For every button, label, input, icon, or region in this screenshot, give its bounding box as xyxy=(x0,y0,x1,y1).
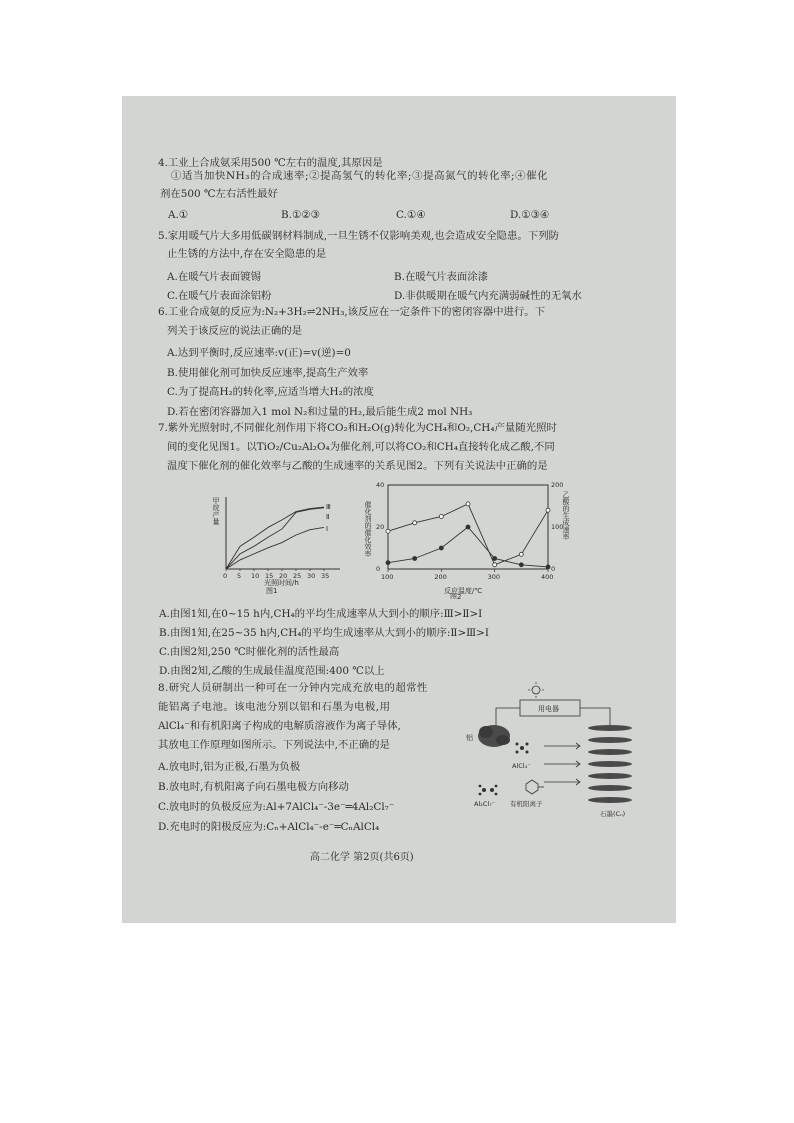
q6-line: 列关于该反应的说法正确的是 xyxy=(167,325,303,337)
fig1-xtick-label: 10 xyxy=(251,572,260,580)
fig2-ylabel-left: 催化剂的催化效率 xyxy=(364,501,372,557)
q4-option-a: A.① xyxy=(168,209,189,221)
q6-stem: 6.工业合成氨的反应为:N₂+3H₂⇌2NH₃,该反应在一定条件下的密闭容器中进行。下 xyxy=(158,306,546,318)
fig2-point xyxy=(466,502,470,506)
fig2-point xyxy=(439,515,443,519)
q8-line: 能铝离子电池。该电池分别以铝和石墨为电极,用 xyxy=(158,701,391,713)
fig2-point xyxy=(546,508,550,512)
q8-line: AlCl₄⁻和有机阳离子构成的电解质溶液作为离子导体, xyxy=(158,720,401,732)
graphite-label: 石墨(Cₙ) xyxy=(600,810,626,818)
q7-stem: 7.紫外光照射时,不同催化剂作用下将CO₂和H₂O(g)转化为CH₄和O₂,CH₄产量随光照时 xyxy=(158,422,557,434)
al2cl7-label: Al₂Cl₇⁻ xyxy=(474,800,496,808)
fig1-ylabel: 甲烷产量 xyxy=(212,497,220,525)
fig2-caption: 图2 xyxy=(450,593,462,599)
fig1-xtick-label: 0 xyxy=(223,572,228,580)
q6-option-a: A.达到平衡时,反应速率:v(正)=v(逆)=0 xyxy=(167,347,351,359)
device-label: 用电器 xyxy=(538,705,559,713)
q7-option-d: D.由图2知,乙酸的生成最佳温度范围:400 ℃以上 xyxy=(159,665,385,677)
fig2-ylabel-right: 乙酸的生成速率 xyxy=(562,491,570,540)
fig2-xtick-label: 200 xyxy=(434,573,447,581)
scanned-page xyxy=(122,96,676,923)
fig1-xlabel: 光照时间/h xyxy=(264,579,299,587)
fig1-xtick-label: 15 xyxy=(265,572,274,580)
q5-line: 止生锈的方法中,存在安全隐患的是 xyxy=(167,248,327,260)
organic-cation-icon xyxy=(526,780,544,794)
fig2-xtick-label: 400 xyxy=(541,573,554,581)
q5-option-b: B.在暖气片表面涂漆 xyxy=(394,271,489,283)
q7-option-a: A.由图1知,在0~15 h内,CH₄的平均生成速率从大到小的顺序:Ⅲ>Ⅱ>Ⅰ xyxy=(159,608,483,620)
fig2-series-line-2 xyxy=(388,527,548,567)
q7-line: 温度下催化剂的催化效率与乙酸的生成速率的关系见图2。下列有关说法中正确的是 xyxy=(167,460,548,472)
q8-line: 其放电工作原理如图所示。下列说法中,不正确的是 xyxy=(158,739,390,751)
cation-label: 有机阳离子 xyxy=(510,800,543,808)
fig2-point xyxy=(439,546,443,550)
fig1-xtick-label: 5 xyxy=(237,572,242,580)
fig2-series-line-1 xyxy=(388,504,548,565)
fig2-xtick-label: 100 xyxy=(381,573,394,581)
q5-option-d: D.非供暖期在暖气内充满弱碱性的无氧水 xyxy=(394,290,582,302)
fig2-ytick-left: 0 xyxy=(376,565,381,573)
sun-icon xyxy=(528,682,544,698)
q8-option-a: A.放电时,铝为正极,石墨为负极 xyxy=(158,761,301,773)
fig2-xlabel: 反应温度/℃ xyxy=(444,587,483,595)
page-footer: 高二化学 第2页(共6页) xyxy=(310,852,414,863)
fig2-point xyxy=(413,557,417,561)
alcl4-ion-icon xyxy=(516,743,529,754)
fig1-caption: 图1 xyxy=(266,587,278,595)
fig2-point xyxy=(493,563,497,567)
q5-option-c: C.在暖气片表面涂铝粉 xyxy=(167,290,272,302)
q4-line: 剂在500 ℃左右活性最好 xyxy=(160,188,278,200)
fig2-point xyxy=(466,525,470,529)
q4-option-b: B.①②③ xyxy=(281,209,320,221)
q4-line: ①适当加快NH₃的合成速率;②提高氢气的转化率;③提高氮气的转化率;④催化 xyxy=(171,170,549,182)
q6-option-d: D.若在密闭容器加入1 mol N₂和过量的H₂,最后能生成2 mol NH₃ xyxy=(167,406,473,418)
fig2-ytick-left: 20 xyxy=(376,523,385,531)
fig1-series-label-3: Ⅲ xyxy=(326,503,331,511)
fig2-xtick-label: 300 xyxy=(487,573,501,581)
fig2-point xyxy=(386,561,390,565)
q8-option-c: C.放电时的负极反应为:Al+7AlCl₄⁻-3e⁻═4Al₂Cl₇⁻ xyxy=(158,801,395,813)
graphite-electrode xyxy=(588,725,632,803)
fig1-xtick-label: 20 xyxy=(279,572,288,580)
fig2-point xyxy=(386,529,390,533)
fig2-point xyxy=(493,557,497,561)
q7-option-c: C.由图2知,250 ℃时催化剂的活性最高 xyxy=(159,646,340,658)
figure-1-chart xyxy=(206,489,346,595)
fig2-point xyxy=(546,565,550,569)
fig1-xtick-label: 30 xyxy=(307,572,316,580)
q5-option-a: A.在暖气片表面镀锡 xyxy=(167,271,261,283)
figure-2-chart xyxy=(354,479,574,599)
q5-stem: 5.家用暖气片大多用低碳钢材料制成,一旦生锈不仅影响美观,也会造成安全隐患。下列防 xyxy=(158,230,559,242)
fig2-ytick-left: 40 xyxy=(376,481,385,489)
q8-option-b: B.放电时,有机阳离子向石墨电极方向移动 xyxy=(158,781,349,793)
q8-stem: 8.研究人员研制出一种可在一分钟内完成充放电的超常性 xyxy=(158,682,428,694)
battery-diagram xyxy=(460,680,640,830)
circuit-wire xyxy=(496,708,520,726)
fig2-point xyxy=(413,521,417,525)
aluminum-electrode xyxy=(478,725,510,747)
fig1-xtick-label: 35 xyxy=(321,572,330,580)
al-label: 铝 xyxy=(466,734,473,742)
q8-option-d: D.充电时的阳极反应为:Cₙ+AlCl₄⁻-e⁻═CₙAlCl₄ xyxy=(158,821,380,833)
q7-line: 间的变化见图1。以TiO₂/Cu₂Al₂O₄为催化剂,可以将CO₂和CH₄直接转化成乙酸,不同 xyxy=(167,441,555,453)
q7-option-b: B.由图1知,在25~35 h内,CH₄的平均生成速率从大到小的顺序:Ⅱ>Ⅲ>Ⅰ xyxy=(159,627,489,639)
fig1-series-line-3 xyxy=(226,527,324,569)
alcl4-label: AlCl₄⁻ xyxy=(512,762,531,770)
q6-option-b: B.使用催化剂可加快反应速率,提高生产效率 xyxy=(167,367,369,379)
q4-option-d: D.①③④ xyxy=(510,209,550,221)
fig2-point xyxy=(519,563,523,567)
fig2-ytick-right: 0 xyxy=(551,565,556,573)
fig1-xtick-label: 25 xyxy=(293,572,302,580)
circuit-wire xyxy=(580,708,610,726)
q6-option-c: C.为了提高H₂的转化率,应适当增大H₂的浓度 xyxy=(167,386,374,398)
q4-stem: 4.工业上合成氨采用500 ℃左右的温度,其原因是 xyxy=(158,157,383,169)
fig2-ytick-right: 200 xyxy=(551,481,564,489)
fig1-series-label-2: Ⅱ xyxy=(326,513,330,521)
ion-arrows xyxy=(544,743,580,785)
fig1-series-label-1: Ⅰ xyxy=(326,525,329,533)
al2cl7-ion-icon xyxy=(479,785,498,796)
fig2-ytick-right: 100 xyxy=(551,523,564,531)
fig2-point xyxy=(519,552,523,556)
q4-option-c: C.①④ xyxy=(396,209,426,221)
